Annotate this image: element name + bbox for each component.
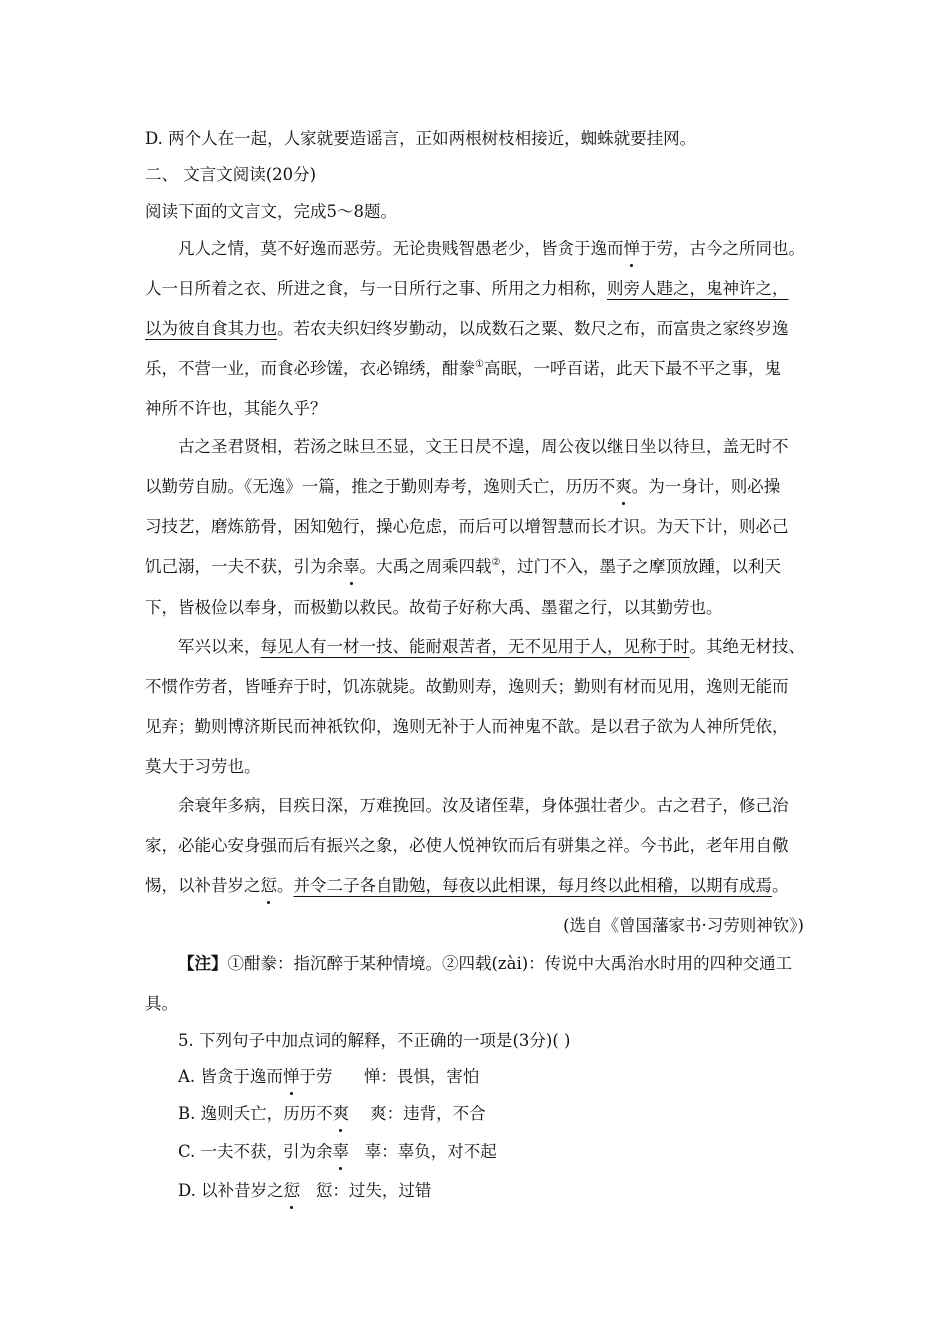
footnote-marker: ① <box>475 359 484 370</box>
underlined-sentence: 以为彼自食其力也 <box>145 319 277 338</box>
para4-line3: 惕，以补昔岁之愆。并令二子各自勖勉，每夜以此相课，每月终以此相稽，以期有成焉。 <box>145 876 789 895</box>
para1-line3: 以为彼自食其力也。若农夫织妇终岁勤动，以成数石之粟、数尺之布，而富贵之家终岁逸 <box>145 319 789 338</box>
para1-line4: 乐，不营一业，而食必珍馐，衣必锦绣，酣豢①高眠，一呼百诺，此天下最不平之事，鬼 <box>145 359 781 378</box>
underlined-sentence: 每见人有一材一技、能耐艰苦者，无不见用于人，见称于时 <box>260 637 690 656</box>
annotation-line2: 具。 <box>145 994 178 1013</box>
section-heading: 二、 文言文阅读(20分) <box>145 165 317 184</box>
dotted-char: 惮 <box>623 239 640 258</box>
dotted-char: 惮 <box>282 1067 300 1086</box>
dotted-char: 爽 <box>615 477 632 496</box>
para3-line2: 不惯作劳者，皆唾弃于时，饥冻就毙。故勤则寿，逸则夭；勤则有材而见用，逸则无能而 <box>145 677 789 696</box>
para2-line1: 古之圣君贤相，若汤之昧旦丕显，文王日昃不遑，周公夜以继日坐以待旦，盖无时不 <box>178 437 789 456</box>
para3-line1: 军兴以来，每见人有一材一技、能耐艰苦者，无不见用于人，见称于时。其绝无材技、 <box>178 637 805 656</box>
para2-line2: 以勤劳自励。《无逸》一篇，推之于勤则寿考，逸则夭亡，历历不爽。为一身计，则必操 <box>145 477 781 496</box>
para1-line2: 人一日所着之衣、所进之食，与一日所行之事、所用之力相称，则旁人韪之，鬼神许之， <box>145 279 789 298</box>
para4-line2: 家，必能心安身强而后有振兴之象，必使人悦神钦而后有骈集之祥。今书此，老年用自儆 <box>145 836 789 855</box>
underlined-sentence: 并令二子各自勖勉，每夜以此相课，每月终以此相稽，以期有成焉 <box>293 876 772 895</box>
para2-line5: 下，皆极俭以奉身，而极勤以救民。故荀子好称大禹、墨翟之行，以其勤劳也。 <box>145 598 723 617</box>
underlined-sentence: 则旁人韪之，鬼神许之， <box>607 279 789 298</box>
note-tag: 【注】 <box>178 954 228 973</box>
para2-line4: 饥己溺，一夫不获，引为余辜。大禹之周乘四载②，过门不入，墨子之摩顶放踵，以利天 <box>145 557 781 576</box>
para4-line1: 余衰年多病，目疾日深，万难挽回。汝及诸侄辈，身体强壮者少。古之君子，修己治 <box>178 796 789 815</box>
q5-option-d: D. 以补昔岁之愆 愆：过失，过错 <box>178 1181 432 1200</box>
reading-instruction: 阅读下面的文言文，完成5～8题。 <box>145 202 397 221</box>
para2-line3: 习技艺，磨炼筋骨，困知勉行，操心危虑，而后可以增智慧而长才识。为天下计，则必己 <box>145 517 789 536</box>
dotted-char: 辜 <box>332 1142 350 1161</box>
dotted-char: 愆 <box>283 1181 301 1200</box>
dotted-char: 辜 <box>343 557 360 576</box>
dotted-char: 爽 <box>332 1104 350 1123</box>
para1-line5: 神所不许也，其能久乎？ <box>145 399 327 418</box>
para1-line1: 凡人之情，莫不好逸而恶劳。无论贵贱智愚老少，皆贪于逸而惮于劳，古今之所同也。 <box>178 239 805 258</box>
source-citation: (选自《曾国藩家书·习劳则神钦》) <box>563 916 804 935</box>
para3-line4: 莫大于习劳也。 <box>145 757 261 776</box>
q5-option-a: A. 皆贪于逸而惮于劳 惮：畏惧，害怕 <box>178 1067 480 1086</box>
footnote-marker: ② <box>491 557 501 568</box>
annotation-line1: 【注】①酣豢：指沉醉于某种情境。②四载(zài)：传说中大禹治水时用的四种交通工 <box>178 954 793 973</box>
dotted-char: 愆 <box>260 876 277 895</box>
para3-line3: 见弃；勤则博济斯民而神祇钦仰，逸则无补于人而神鬼不歆。是以君子欲为人神所凭依， <box>145 717 789 736</box>
q5-option-c: C. 一夫不获，引为余辜 辜：辜负，对不起 <box>178 1142 497 1161</box>
question5-stem: 5. 下列句子中加点词的解释，不正确的一项是(3分)( ) <box>178 1031 571 1050</box>
q5-option-b: B. 逸则夭亡，历历不爽 爽：违背，不合 <box>178 1104 486 1123</box>
q4-option-d: D. 两个人在一起，人家就要造谣言，正如两根树枝相接近，蜘蛛就要挂网。 <box>145 129 697 148</box>
